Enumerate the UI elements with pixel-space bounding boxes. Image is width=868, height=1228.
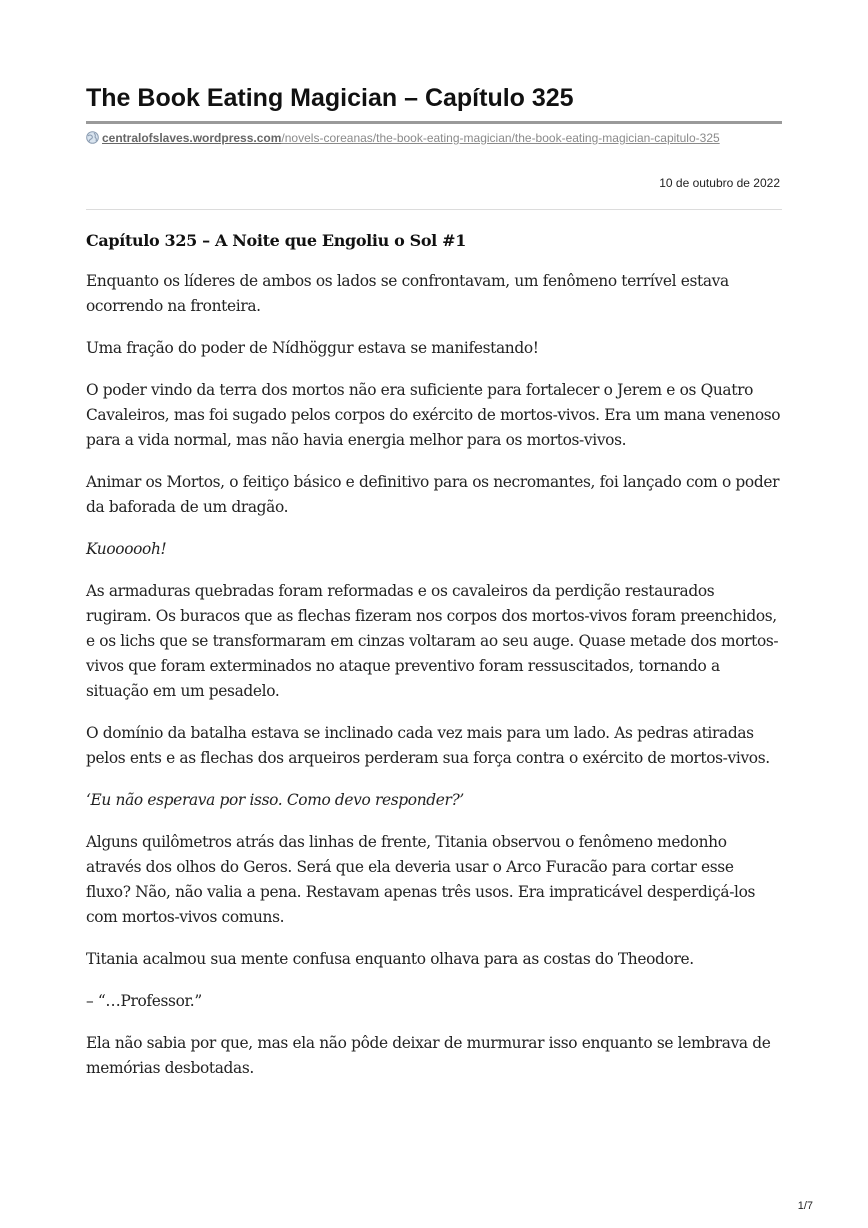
source-path-link[interactable]: /novels-coreanas/the-book-eating-magician/the-book-eating-magician-capitulo-325 bbox=[281, 131, 720, 145]
publish-date: 10 de outubro de 2022 bbox=[659, 176, 780, 190]
article-paragraph: Enquanto os líderes de ambos os lados se confrontavam, um fenômeno terrível estava ocorrendo na fronteira. bbox=[86, 272, 729, 315]
paragraph-list bbox=[86, 269, 782, 1081]
article-paragraph: Titania acalmou sua mente confusa enquanto olhava para as costas do Theodore. bbox=[86, 950, 694, 968]
title-divider bbox=[86, 121, 782, 124]
article-paragraph: Kuoooooh! bbox=[86, 540, 167, 558]
article-paragraph: As armaduras quebradas foram reformadas e os cavaleiros da perdição restaurados rugiram. Os buracos que as flechas fizeram nos corpos dos mortos-vivos foram preenchidos, e os lichs que se transformaram em cinzas voltaram ao seu auge. Quase metade dos mortos-vivos que foram exterminados no ataque preventivo foram ressuscitados, tornando a situação em um pesadelo. bbox=[86, 582, 779, 700]
article-paragraph: – “…Professor.” bbox=[86, 992, 202, 1010]
source-domain-link[interactable]: centralofslaves.wordpress.com bbox=[102, 131, 282, 145]
article-paragraph: O poder vindo da terra dos mortos não era suficiente para fortalecer o Jerem e os Quatro Cavaleiros, mas foi sugado pelos corpos do exército de mortos-vivos. Era um mana venenoso para a vida normal, mas não havia energia melhor para os mortos-vivos. bbox=[86, 381, 781, 449]
article-paragraph: Uma fração do poder de Nídhöggur estava se manifestando! bbox=[86, 339, 539, 357]
article-paragraph: Animar os Mortos, o feitiço básico e definitivo para os necromantes, foi lançado com o poder da baforada de um dragão. bbox=[86, 473, 780, 516]
source-url bbox=[86, 130, 776, 147]
article-paragraph: O domínio da batalha estava se inclinado cada vez mais para um lado. As pedras atiradas pelos ents e as flechas dos arqueiros perderam sua força contra o exército de mortos-vivos. bbox=[86, 724, 770, 767]
article-paragraph: Ela não sabia por que, mas ela não pôde deixar de murmurar isso enquanto se lembrava de memórias desbotadas. bbox=[86, 1034, 771, 1077]
globe-icon bbox=[86, 131, 99, 144]
chapter-heading: Capítulo 325 – A Noite que Engoliu o Sol #1 bbox=[86, 231, 466, 250]
article-paragraph: ‘Eu não esperava por isso. Como devo responder?’ bbox=[86, 791, 464, 809]
header-separator bbox=[86, 209, 782, 210]
article-paragraph: Alguns quilômetros atrás das linhas de frente, Titania observou o fenômeno medonho através dos olhos do Geros. Será que ela deveria usar o Arco Furacão para cortar esse fluxo? Não, não valia a pena. Restavam apenas três usos. Era impraticável desperdiçá-los com mortos-vivos comuns. bbox=[86, 833, 756, 926]
page-number: 1/7 bbox=[797, 1200, 813, 1212]
page-title: The Book Eating Magician – Capítulo 325 bbox=[86, 84, 574, 112]
article-body bbox=[86, 229, 782, 1098]
